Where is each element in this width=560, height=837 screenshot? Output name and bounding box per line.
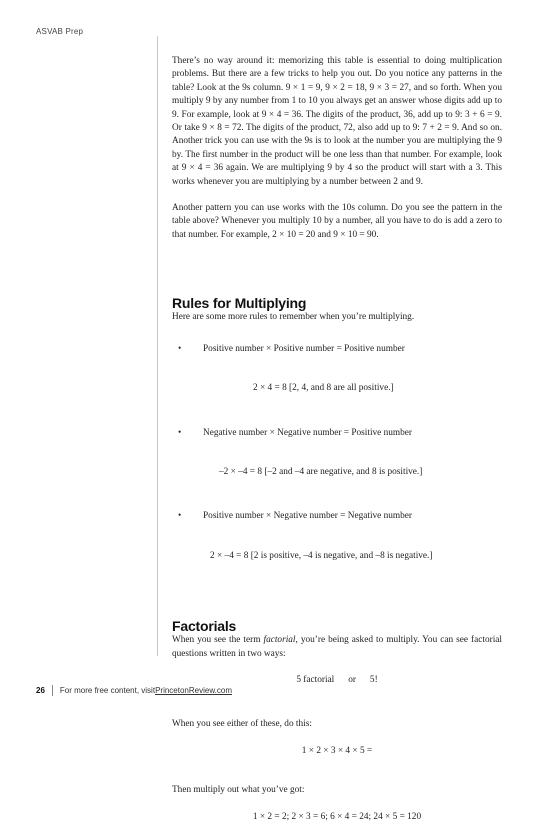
intro-paragraph-1: There’s no way around it: memorizing this table is essential to doing multiplication problems. But there are a few tricks to help you out. Do you notice any patterns in the table? Look at the 9s column. 9 × 1 = 9, 9 × 2 = 18, 9 × 3 = 27, and so forth. When you multiply 9 by any number from 1 to 10 you always get an answer whose digits add up to 9. For example, look at 9 × 4 = 36. The digits of the product, 36, add up to 9: 3 + 6 = 9. Or take 9 × 8 = 72. The digits of the product, 72, also add up to 9: 7 + 2 = 9. And so on. Another trick you can use with the 9s is to look at the number you are multiplying the 9 by. The first number in the product will be one less than that number. For example, look at 9 × 4 = 36 again. We are multiplying 9 by 4 so the product will start with a 3. This works whenever you are multiplying by a number between 2 and 9. — [172, 56, 502, 187]
rule-text: Negative number × Negative number = Positive number — [203, 427, 413, 438]
factorial-expansion: 1 × 2 × 3 × 4 × 5 = — [301, 745, 373, 756]
rule-example: 2 × –4 = 8 [2 is positive, –4 is negative, and –8 is negative.] — [210, 550, 433, 561]
rules-lead: Here are some more rules to remember when you’re multiplying. — [172, 312, 415, 323]
bullet-icon: • — [178, 343, 182, 354]
rule-example: 2 × 4 = 8 [2, 4, and 8 are all positive.] — [253, 383, 394, 394]
factorial-form-words: 5 factorial — [296, 674, 335, 685]
factorials-paragraph-3: Then multiply out what you’ve got: — [172, 785, 305, 796]
running-head: ASVAB Prep — [36, 27, 84, 36]
footer-text: For more free content, visit — [59, 686, 156, 695]
rule-text: Positive number × Positive number = Positive number — [203, 343, 405, 354]
factorial-term: factorial — [263, 635, 296, 646]
rule-item-3 — [172, 510, 502, 563]
bullet-icon: • — [178, 511, 182, 522]
margin-rule — [157, 36, 158, 656]
factorials-heading: Factorials — [172, 618, 237, 635]
footer-divider — [52, 685, 53, 696]
intro-paragraph-2: Another pattern you can use works with the 10s column. Do you see the pattern in the table above? Whenever you multiply 10 by a number, all you have to do is add a zero to that number. For example, 2 × 10 = 20 and 9 × 10 = 90. — [172, 203, 502, 240]
bullet-icon: • — [178, 427, 182, 438]
factorial-or: or — [348, 674, 356, 685]
rule-item-2 — [172, 427, 502, 480]
factorial-form-symbol: 5! — [369, 674, 378, 685]
rule-item-1 — [172, 343, 502, 396]
rule-example: –2 × –4 = 8 [–2 and –4 are negative, and 8 is positive.] — [219, 466, 423, 477]
page-number: 26 — [36, 686, 45, 695]
factorials-paragraph-1: When you see the term factorial, you’re being asked to multiply. You can see factorial questions written in two ways: — [172, 635, 502, 659]
princeton-review-link[interactable]: PrincetonReview.com — [155, 686, 232, 695]
factorial-result: 1 × 2 = 2; 2 × 3 = 6; 6 × 4 = 24; 24 × 5 = 120 — [252, 811, 422, 822]
rule-text: Positive number × Negative number = Negative number — [203, 511, 413, 522]
page-footer — [36, 685, 232, 696]
factorials-paragraph-2: When you see either of these, do this: — [172, 719, 312, 730]
rules-heading: Rules for Multiplying — [172, 295, 307, 312]
